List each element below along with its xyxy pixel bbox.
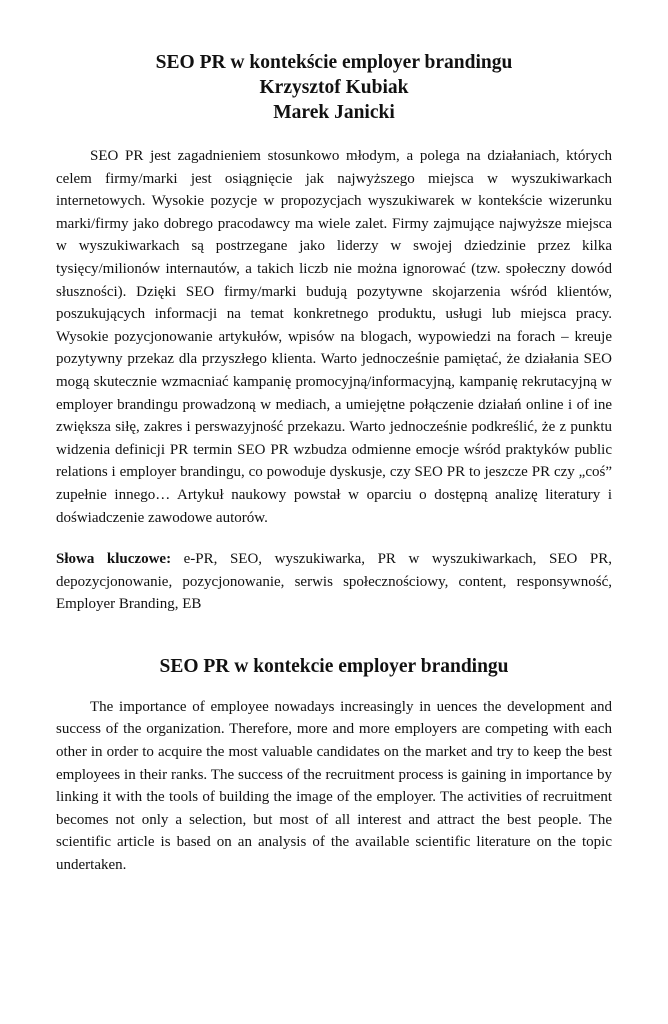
author-2: Marek Janicki: [273, 102, 395, 123]
english-title: SEO PR w kontekcie employer brandingu: [159, 655, 509, 677]
paper-page: [56, 50, 612, 877]
keywords-text: e-PR, SEO, wyszukiwarka, PR w wyszukiwarkach, SEO PR, depozycjonowanie, pozycjonowanie, serwis społecznościowy, content, responsywność, Employer Branding, EB: [56, 551, 613, 613]
keywords: [56, 548, 612, 616]
abstract-english: The importance of employee nowadays increasingly in uences the development and success of the organization. Therefore, more and more employers are competing with each other in order to acquire the most valuable candidates on the market and try to keep the best employees in their ranks. The success of the recruitment process is gaining in importance by linking it with the tools of building the image of the employer. The activities of recruitment becomes not only a selection, but most of all interest and attract the best people. The scientific article is based on an analysis of the available scientific literature on the topic undertaken.: [56, 698, 612, 874]
paper-title: SEO PR w kontekście employer brandingu: [155, 52, 513, 73]
abstract-polish: SEO PR jest zagadnieniem stosunkowo młodym, a polega na działaniach, których celem firmy/marki jest osiągnięcie jak najwyższego miejsca w wyszukiwarkach internetowych. Wysokie pozycje w propozycjach wyszukiwarek w kontekście wizerunku marki/firmy jako dobrego pracodawcy ma wiele zalet. Firmy zajmujące najwyższe miejsca w wyszukiwarkach są postrzegane jako liderzy w swojej dziedzinie przez kilka tysięcy/milionów internautów, a takich liczb nie można ignorować (tzw. społeczny dowód słuszności). Dzięki SEO firmy/marki budują pozytywne skojarzenia wśród klientów, poszukujących informacji na temat konkretnego produktu, usługi lub miejsca pracy. Wysokie pozycjonowanie artykułów, wpisów na blogach, wypowiedzi na forach – kreuje pozytywny przekaz dla przyszłego klienta. Warto jednocześnie pamiętać, że działania SEO mogą skutecznie wzmacniać kampanię promocyjną/informacyjną, kampanię rekrutacyjną w employer brandingu prowadzoną w mediach, a umiejętne połączenie działań online i of ine zwiększa siłę, zakres i perswazyjność przekazu. Warto jednocześnie podkreślić, że z punktu widzenia definicji PR termin SEO PR wzbudza odmienne emocje wśród praktyków public relations i employer brandingu, co powoduje dyskusje, czy SEO PR to jeszcze PR czy „coś” zupełnie innego… Artykuł naukowy powstał w oparciu o dostępną analizę literatury i doświadczenie zawodowe autorów.: [56, 148, 612, 526]
title-block: [56, 50, 612, 125]
keywords-label: Słowa kluczowe:: [56, 551, 172, 568]
author-1: Krzysztof Kubiak: [259, 77, 409, 98]
